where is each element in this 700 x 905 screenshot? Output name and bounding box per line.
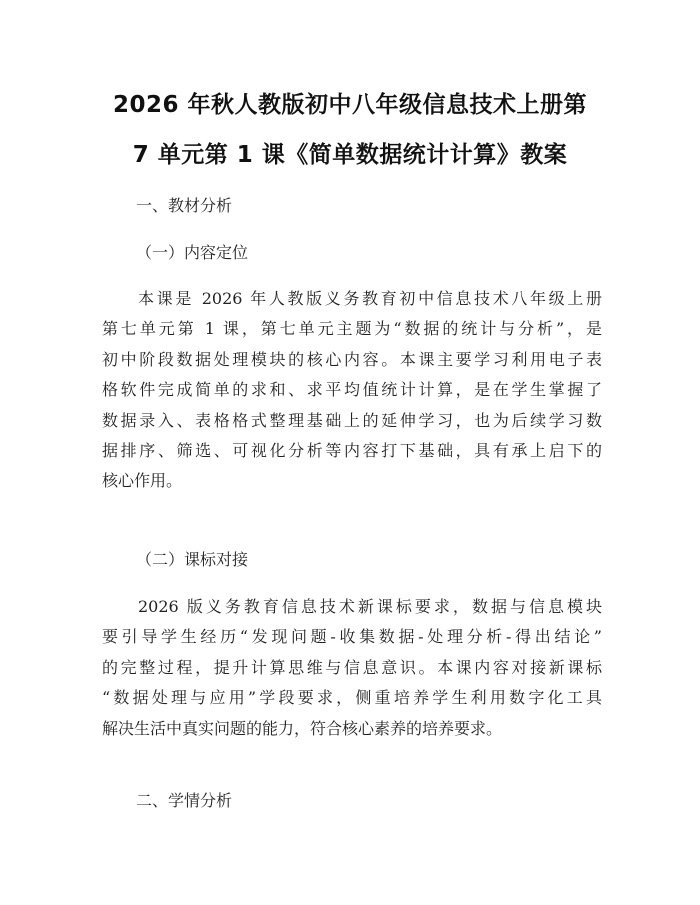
paragraph-line: 的完整过程，提升计算思维与信息意识。本课内容对接新课标 [102,657,602,677]
paragraph-line: 格软件完成简单的求和、求平均值统计计算，是在学生掌握了 [102,380,602,400]
paragraph-curriculum-alignment [102,592,602,744]
paragraph-line: 数据录入、表格格式整理基础上的延伸学习，也为后续学习数 [102,410,602,430]
document-title-line-1: 2026 年秋人教版初中八年级信息技术上册第 [112,92,588,118]
paragraph-line: 要引导学生经历“发现问题-收集数据-处理分析-得出结论” [102,627,602,647]
paragraph-line: 本课是 2026 年人教版义务教育初中信息技术八年级上册 [138,289,602,308]
paragraph-line: 解决生活中真实问题的能力，符合核心素养的培养要求。 [102,718,503,738]
paragraph-line: “数据处理与应用”学段要求，侧重培养学生利用数字化工具 [102,688,602,708]
section-heading-learner-analysis: 二、学情分析 [136,791,233,810]
paragraph-line: 核心作用。 [102,471,183,491]
paragraph-line: 第七单元第 1 课，第七单元主题为“数据的统计与分析”，是 [102,319,602,339]
subsection-heading-curriculum-alignment: （二）课标对接 [136,550,249,569]
paragraph-line: 2026 版义务教育信息技术新课标要求，数据与信息模块 [138,597,602,616]
subsection-heading-content-positioning: （一）内容定位 [136,243,249,262]
document-title-line-2: 7 单元第 1 课《简单数据统计计算》教案 [132,142,568,168]
paragraph-line: 初中阶段数据处理模块的核心内容。本课主要学习利用电子表 [102,349,602,369]
paragraph-content-positioning [102,284,602,497]
paragraph-line: 据排序、筛选、可视化分析等内容打下基础，具有承上启下的 [102,441,602,461]
section-heading-textbook-analysis: 一、教材分析 [136,196,233,215]
